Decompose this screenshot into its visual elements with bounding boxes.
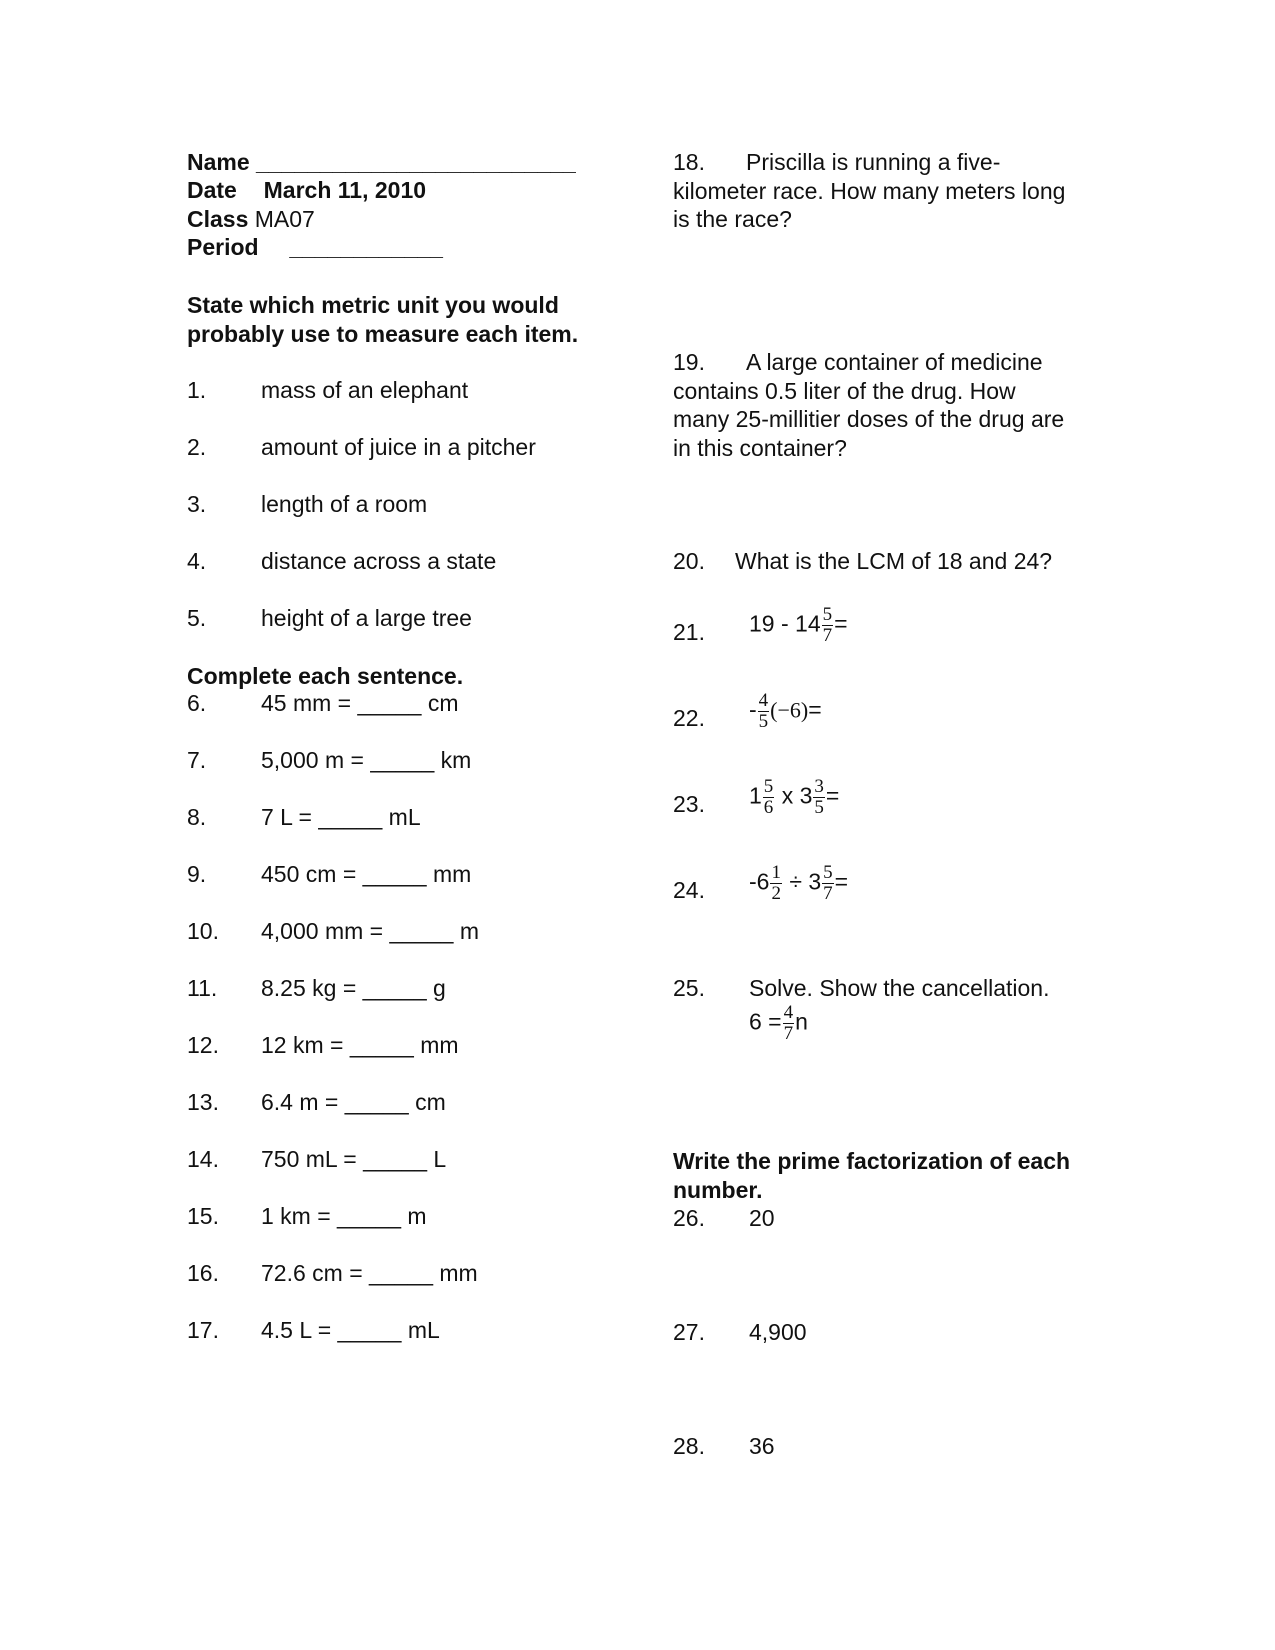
question-text: 750 mL = _____ L xyxy=(261,1146,447,1172)
question-16 xyxy=(187,1260,647,1288)
question-number: 4. xyxy=(187,548,207,574)
period-blank: ____________ xyxy=(289,234,443,260)
question-text: 5,000 m = _____ km xyxy=(261,747,472,773)
question-number: 17. xyxy=(187,1317,219,1343)
math-expression: 1 $\frac{5}{6}$ x 3 $\frac{3}{5}$ = xyxy=(749,776,840,818)
question-text: 8.25 kg = _____ g xyxy=(261,975,446,1001)
fraction: $\frac{5}{6}$ xyxy=(763,776,774,818)
question-number: 3. xyxy=(187,491,207,517)
question-text: length of a room xyxy=(261,491,428,517)
question-10 xyxy=(187,918,647,946)
question-number: 9. xyxy=(187,861,207,887)
name-blank: _________________________ xyxy=(256,149,576,175)
question-26 xyxy=(673,1205,1113,1233)
name-label: Name xyxy=(187,149,250,175)
question-text: 1 km = _____ m xyxy=(261,1203,427,1229)
question-text: 7 L = _____ mL xyxy=(261,804,421,830)
name-line xyxy=(187,148,576,176)
fraction: $\frac{3}{5}$ xyxy=(814,776,824,818)
fraction: $\frac{5}{7}$ xyxy=(823,862,833,904)
section2-heading: Complete each sentence. xyxy=(187,663,464,689)
question-27 xyxy=(673,1319,1113,1347)
question-text: 6.4 m = _____ cm xyxy=(261,1089,446,1115)
question-text: 450 cm = _____ mm xyxy=(261,861,472,887)
question-8 xyxy=(187,804,647,832)
question-number: 26. xyxy=(673,1205,705,1231)
date-line xyxy=(187,176,426,204)
question-number: 25. xyxy=(673,975,705,1001)
question-4 xyxy=(187,548,647,576)
math-expression: - $\frac{4}{5}$ (−6)= xyxy=(749,690,822,732)
period-line xyxy=(187,233,443,261)
question-number: 5. xyxy=(187,605,207,631)
question-number: 18. xyxy=(673,149,705,175)
question-6 xyxy=(187,690,647,718)
question-number: 13. xyxy=(187,1089,219,1115)
section1-heading: State which metric unit you would probably use to measure each item. xyxy=(187,292,579,347)
question-25-equation xyxy=(673,1002,1113,1045)
question-text: height of a large tree xyxy=(261,605,472,631)
question-1 xyxy=(187,377,647,405)
question-2 xyxy=(187,434,647,462)
question-number: 6. xyxy=(187,690,207,716)
question-number: 8. xyxy=(187,804,207,830)
question-number: 12. xyxy=(187,1032,219,1058)
date-label: Date xyxy=(187,177,237,203)
fraction: $\frac{4}{5}$ xyxy=(758,690,769,732)
question-number: 14. xyxy=(187,1146,219,1172)
question-17 xyxy=(187,1317,647,1345)
class-value: MA07 xyxy=(254,206,315,232)
question-text: 4.5 L = _____ mL xyxy=(261,1317,440,1343)
question-7 xyxy=(187,747,647,775)
class-label: Class xyxy=(187,206,249,232)
question-text: 45 mm = _____ cm xyxy=(261,690,459,716)
question-15 xyxy=(187,1203,647,1231)
question-number: 24. xyxy=(673,877,705,903)
question-number: 16. xyxy=(187,1260,219,1286)
question-number: 7. xyxy=(187,747,207,773)
question-13 xyxy=(187,1089,647,1117)
question-12 xyxy=(187,1032,647,1060)
fraction: $\frac{4}{7}$ xyxy=(783,1002,794,1044)
fraction: $\frac{5}{7}$ xyxy=(822,604,833,646)
question-number: 2. xyxy=(187,434,207,460)
question-text: What is the LCM of 18 and 24? xyxy=(735,548,1053,574)
question-text: 72.6 cm = _____ mm xyxy=(261,1260,478,1286)
question-14 xyxy=(187,1146,647,1174)
question-text: 20 xyxy=(749,1205,775,1231)
math-expression: -6 $\frac{1}{2}$ ÷ 3 $\frac{5}{7}$ = xyxy=(749,862,849,904)
question-number: 28. xyxy=(673,1433,705,1459)
date-value: March 11, 2010 xyxy=(263,177,427,203)
question-24 xyxy=(673,862,1113,905)
fraction: $\frac{1}{2}$ xyxy=(771,862,781,904)
question-number: 27. xyxy=(673,1319,705,1345)
question-text: amount of juice in a pitcher xyxy=(261,434,536,460)
question-number: 20. xyxy=(673,548,705,574)
question-text: 4,000 mm = _____ m xyxy=(261,918,479,944)
question-5 xyxy=(187,605,647,633)
period-label: Period xyxy=(187,234,259,260)
question-text: mass of an elephant xyxy=(261,377,469,403)
question-text: Priscilla is running a five-kilometer race. How many meters long is the race? xyxy=(673,149,1066,232)
question-21 xyxy=(673,604,1113,647)
question-20 xyxy=(673,548,1113,576)
section3-heading: Write the prime factorization of each number. xyxy=(673,1148,1071,1203)
question-23 xyxy=(673,776,1113,819)
question-number: 23. xyxy=(673,791,705,817)
question-number: 21. xyxy=(673,619,705,645)
question-text: 12 km = _____ mm xyxy=(261,1032,459,1058)
question-text: distance across a state xyxy=(261,548,497,574)
question-number: 22. xyxy=(673,705,705,731)
question-28 xyxy=(673,1433,1113,1461)
question-text: 4,900 xyxy=(749,1319,807,1345)
question-9 xyxy=(187,861,647,889)
question-text: A large container of medicine contains 0.5 liter of the drug. How many 25-millitier doses of the drug are in this container? xyxy=(673,349,1065,461)
question-text: 36 xyxy=(749,1433,775,1459)
question-number: 15. xyxy=(187,1203,219,1229)
question-number: 19. xyxy=(673,349,705,375)
math-expression: 19 - 14 $\frac{5}{7}$ = xyxy=(749,604,848,646)
question-3 xyxy=(187,491,647,519)
question-22 xyxy=(673,690,1113,733)
question-number: 11. xyxy=(187,975,218,1001)
question-25 xyxy=(673,975,1113,1003)
question-11 xyxy=(187,975,647,1003)
math-expression: 6 = $\frac{4}{7}$ n xyxy=(749,1002,808,1044)
question-number: 1. xyxy=(187,377,207,403)
question-number: 10. xyxy=(187,918,219,944)
question-text: Solve. Show the cancellation. xyxy=(749,975,1050,1001)
class-line xyxy=(187,205,315,233)
